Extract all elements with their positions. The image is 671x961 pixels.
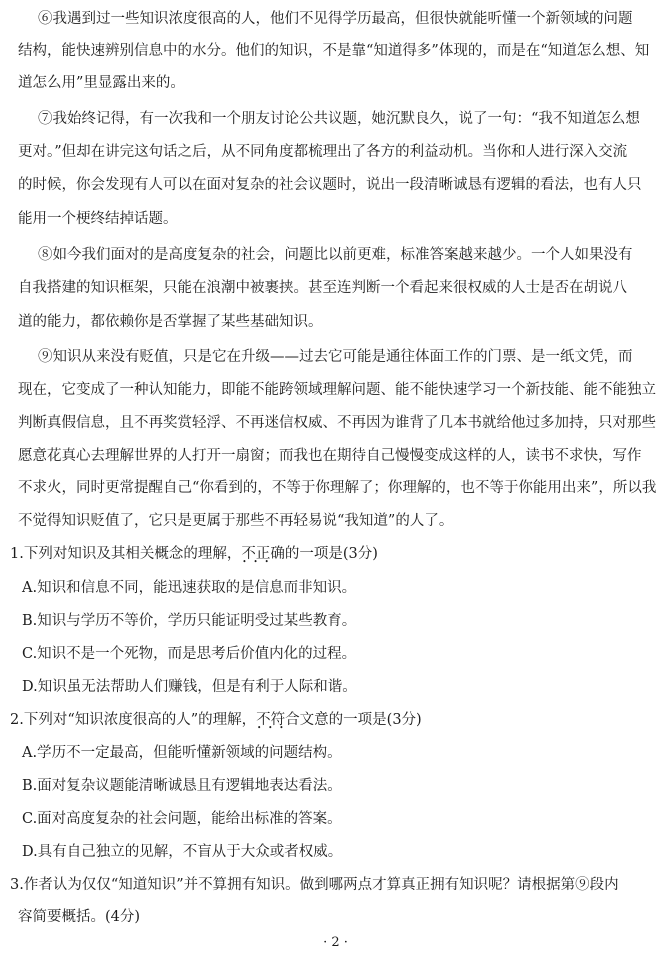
text-line: ⑨知识从来没有贬值，只是它在升级——过去它可能是通往体面工作的门票、是一纸文凭，而 [38,349,633,365]
text-line: ⑦我始终记得，有一次我和一个朋友讨论公共议题，她沉默良久，说了一句：“我不知道怎么想 [38,111,640,127]
question-stem [10,545,378,563]
text-line: 结构，能快速辨别信息中的水分。他们的知识，不是靠“知道得多”体现的，而是在“知道怎么想、知 [18,43,650,59]
text-line: 自我搭建的知识框架，只能在浪潮中被裹挟。甚至连判断一个看起来很权威的人士是否在胡说八 [18,280,627,296]
text-line: 愿意花真心去理解世界的人打开一扇窗；而我也在期待自己慢慢变成这样的人，读书不求快，写作 [18,448,642,464]
option-d: D.具有自己独立的见解，不盲从于大众或者权威。 [22,844,343,860]
text-line: 现在，它变成了一种认知能力，即能不能跨领域理解问题、能不能快速学习一个新技能、能不能独立 [18,382,656,398]
option-b: B.面对复杂议题能清晰诚恳且有逻辑地表达看法。 [22,778,342,794]
text-line: ⑥我遇到过一些知识浓度很高的人，他们不见得学历最高，但很快就能听懂一个新领域的问题 [38,11,633,27]
question-stem [10,711,422,729]
option-a: A.学历不一定最高，但能听懂新领域的问题结构。 [22,745,342,761]
option-b: B.知识与学历不等价，学历只能证明受过某些教育。 [22,613,357,629]
option-d: D.知识虽无法帮助人们赚钱，但是有利于人际和谐。 [22,679,357,695]
text-line: 能用一个梗终结掉话题。 [18,211,178,227]
page-number: · 2 · [323,935,348,950]
emphasis-text: 不正确 ••• [241,545,285,563]
option-c: C.知识不是一个死物，而是思考后价值内化的过程。 [22,646,357,662]
option-a: A.知识和信息不同，能迅速获取的是信息而非知识。 [22,580,357,596]
stem-text: 1.下列对知识及其相关概念的理解， [10,546,242,562]
text-line: 道的能力，都依赖你是否掌握了某些基础知识。 [18,314,323,330]
text-line: ⑧如今我们面对的是高度复杂的社会，问题比以前更难，标准答案越来越少。一个人如果没有 [38,247,633,263]
text-line: 判断真假信息，且不再奖赏轻浮、不再迷信权威、不再因为谁背了几本书就给他过多加持，只对那些 [18,415,656,431]
stem-text: 2.下列对“知识浓度很高的人”的理解， [10,712,257,728]
question-stem: 容简要概括。(4分) [18,909,141,925]
text-line: 不求火，同时更常提醒自己“你看到的，不等于你理解了；你理解的，也不等于你能用出来”，所以我 [18,480,657,496]
text-line: 更对。”但却在讲完这句话之后，从不同角度都梳理出了各方的利益动机。当你和人进行深入交流 [18,144,628,160]
text-line: 道怎么用”里显露出来的。 [18,75,185,91]
stem-text: 文意的一项是(3分) [299,712,422,728]
question-stem: 3.作者认为仅仅“知道知识”并不算拥有知识。做到哪两点才算真正拥有知识呢？请根据第⑨段内 [10,877,619,893]
option-c: C.面对高度复杂的社会问题，能给出标准的答案。 [22,811,342,827]
stem-text: 的一项是(3分) [284,546,378,562]
text-line: 不觉得知识贬值了，它只是更属于那些不再轻易说“我知道”的人了。 [18,513,454,529]
text-line: 的时候，你会发现有人可以在面对复杂的社会议题时，说出一段清晰诚恳有逻辑的看法，也有人只 [18,177,642,193]
emphasis-text: 不符合 ••• [256,711,300,729]
